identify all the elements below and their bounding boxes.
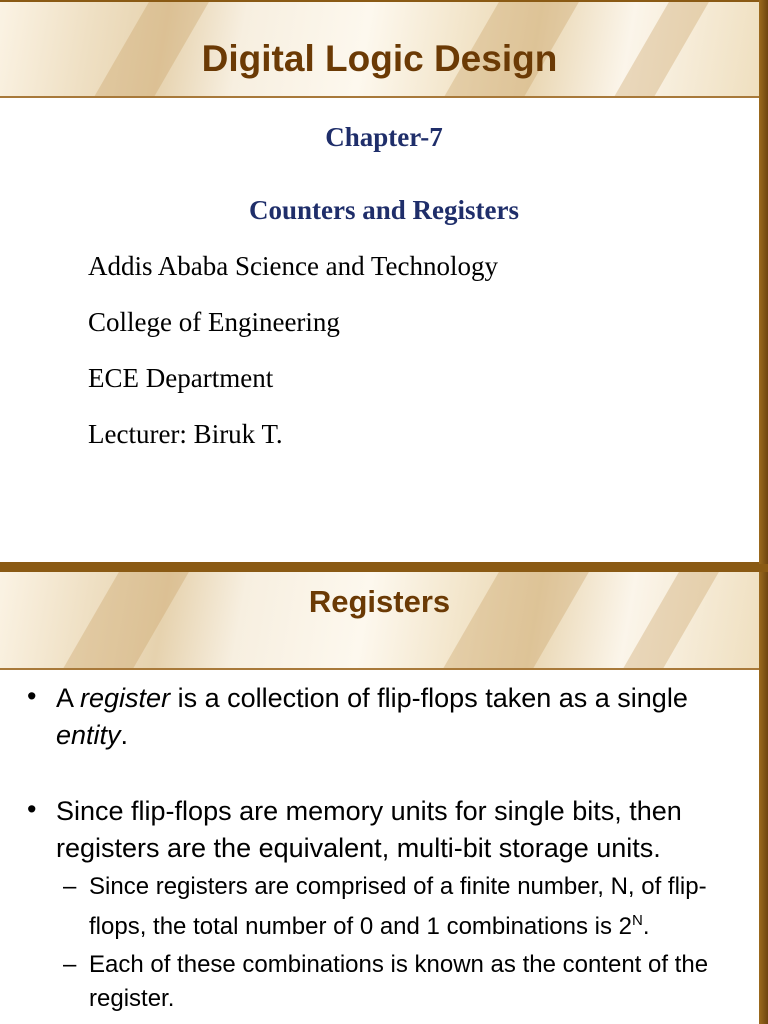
- bullet-text: Since flip-flops are memory units for single bits, then registers are the equivalent, multi-bit storage units.: [56, 796, 682, 863]
- sub-bullet-text: .: [642, 913, 650, 940]
- sub-bullet-text: Each of these combinations is known as the content of the register.: [89, 951, 709, 1012]
- bullet-item: [0, 793, 750, 867]
- lecturer-line: Lecturer: Biruk T.: [88, 419, 283, 449]
- slide-right-border: [759, 572, 768, 1024]
- bullet-emphasis: register: [80, 683, 171, 713]
- sub-bullet-item: [0, 948, 750, 1016]
- registers-slide: [0, 572, 768, 1024]
- sub-bullet-text: Since registers are comprised of a finite number, N, of flip-flops, the total number of 0 and 1 combinations is 2: [89, 873, 707, 940]
- bullet-text: .: [120, 720, 129, 750]
- superscript: N: [632, 912, 643, 929]
- topic-label: Counters and Registers: [249, 195, 519, 225]
- bullet-list: [0, 680, 750, 1016]
- bullet-marker: •: [27, 794, 37, 824]
- bullet-item: [0, 680, 750, 754]
- bullet-emphasis: entity: [56, 720, 121, 750]
- sub-bullet-marker: –: [63, 951, 77, 978]
- department-line: ECE Department: [88, 363, 274, 393]
- sub-bullet-marker: –: [63, 873, 77, 900]
- slide-title: Digital Logic Design: [201, 38, 558, 79]
- slide-right-border: [759, 0, 768, 568]
- college-line: College of Engineering: [88, 307, 340, 337]
- slide-title: Registers: [308, 584, 451, 619]
- institution-line: Addis Ababa Science and Technology: [88, 251, 499, 281]
- bullet-text: is a collection of flip-flops taken as a single: [170, 683, 688, 713]
- sub-bullet-item: [0, 870, 750, 944]
- bullet-text: A: [56, 683, 81, 713]
- bullet-marker: •: [27, 681, 37, 711]
- chapter-label: Chapter-7: [325, 122, 443, 152]
